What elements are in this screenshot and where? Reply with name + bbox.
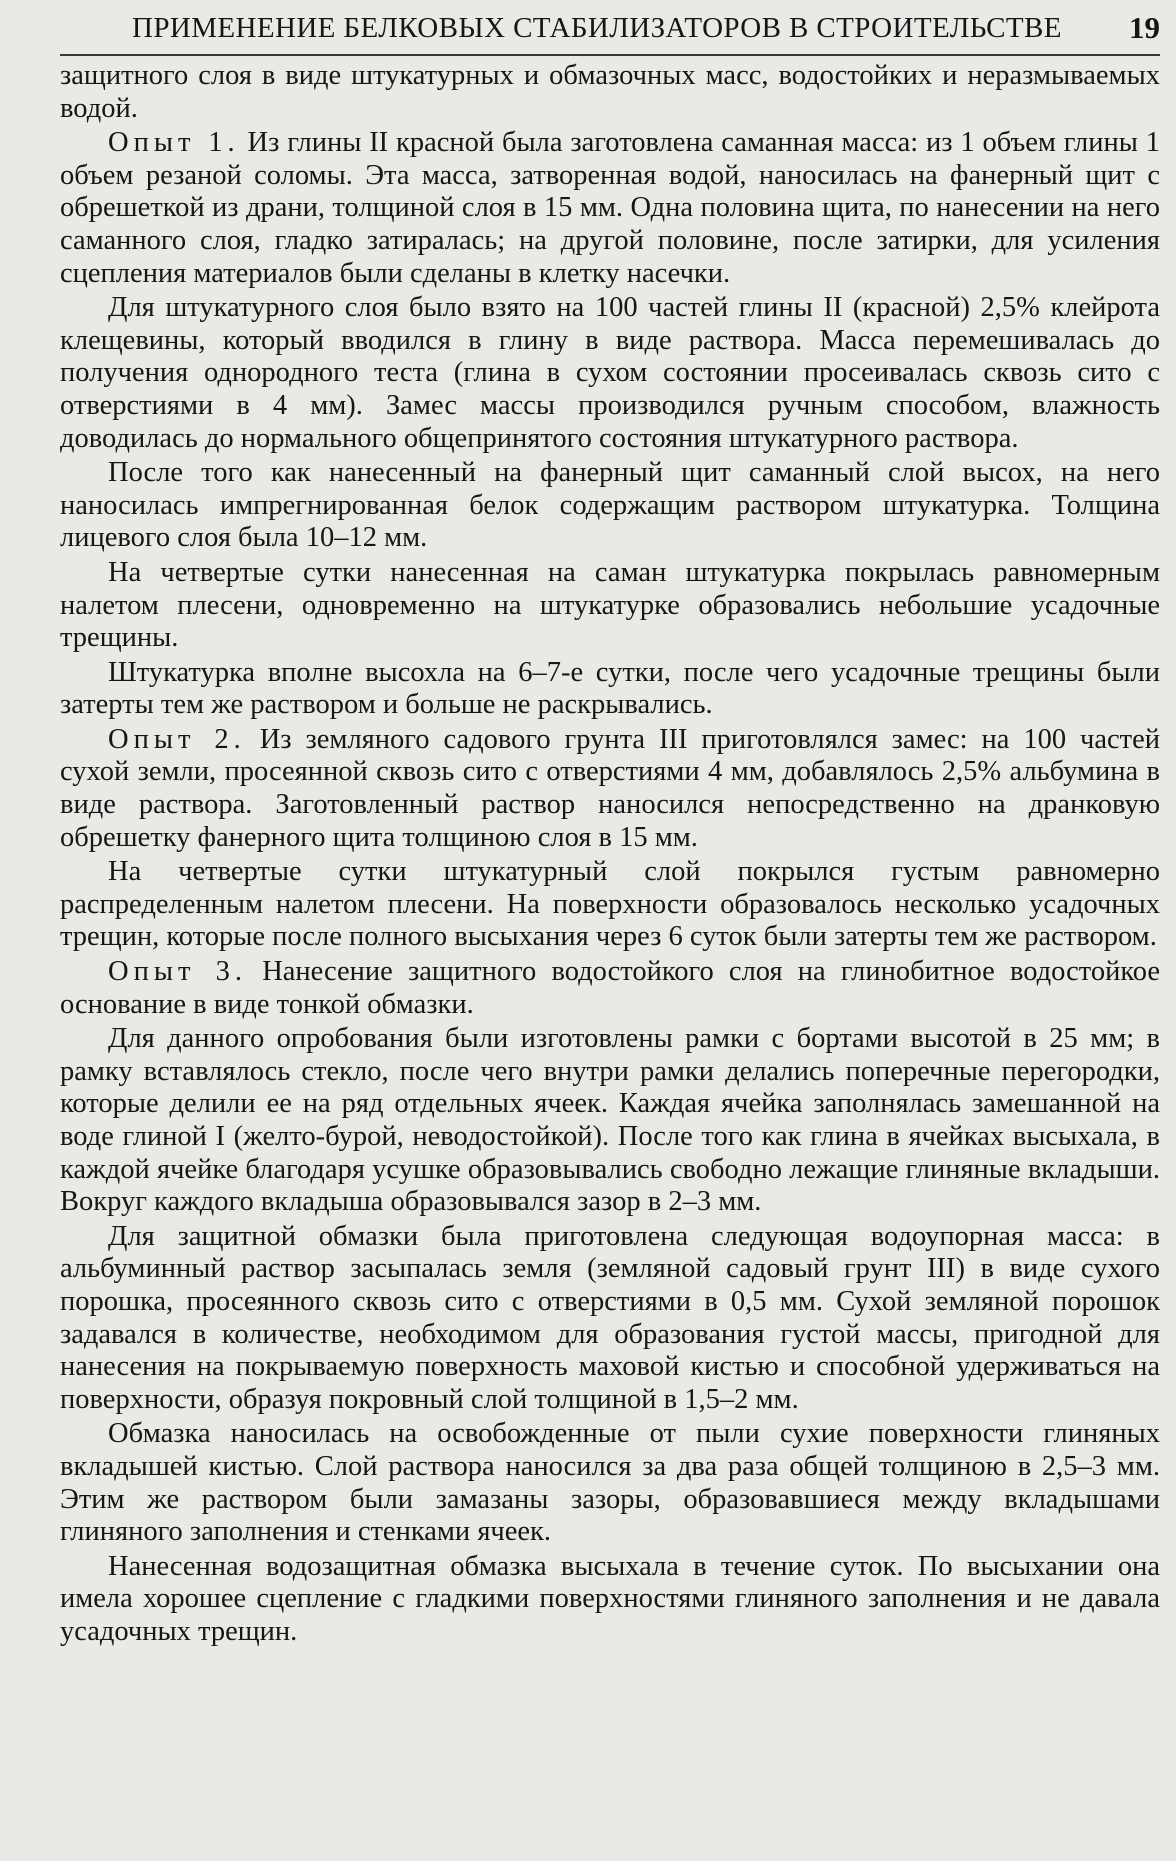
- experiment-label: Опыт 2.: [108, 723, 246, 755]
- page-header: [60, 8, 1160, 56]
- paragraph: Для штукатурного слоя было взято на 100 частей глины II (красной) 2,5% клейрота клещевины, который вводился в глину в виде раствора. Масса перемешивалась до получения однородного теста (глина в сухом состоянии просеивалась сквозь сито с отверстиями в 4 мм). Замес массы производился ручным способом, влажность доводилась до нормального общепринятого состояния штукатурного раствора.: [60, 292, 1160, 454]
- body-text: [60, 60, 1160, 1649]
- paragraph: Штукатурка вполне высохла на 6–7-е сутки, после чего усадочные трещины были затерты тем же раствором и больше не раскрывались.: [60, 656, 1160, 721]
- experiment-label: Опыт 1.: [108, 127, 240, 159]
- paragraph: Обмазка наносилась на освобожденные от пыли сухие поверхности глиняных вкладышей кистью. Слой раствора наносился за два раза общей толщиною в 2,5–3 мм. Этим же раствором были замазаны зазоры, образовавшиеся между вкладышами глиняного заполнения и стенками ячеек.: [60, 1418, 1160, 1548]
- paragraph: На четвертые сутки штукатурный слой покрылся густым равномерно распределенным налетом плесени. На поверхности образовалось несколько усадочных трещин, которые после полного высыхания через 6 суток были затерты тем же раствором.: [60, 856, 1160, 953]
- paragraph: Для данного опробования были изготовлены рамки с бортами высотой в 25 мм; в рамку вставлялось стекло, после чего внутри рамки делались поперечные перегородки, которые делили ее на ряд отдельных ячеек. Каждая ячейка заполнялась замешанной на воде глиной I (желто-бурой, неводостойкой). После того как глина в ячейках высыхала, в каждой ячейке благодаря усушке образовывались свободно лежащие глиняные вкладыши. Вокруг каждого вкладыша образовывался зазор в 2–3 мм.: [60, 1023, 1160, 1218]
- paragraph: На четвертые сутки нанесенная на саман штукатурка покрылась равномерным налетом плесени, одновременно на штукатурке образовались небольшие усадочные трещины.: [60, 556, 1160, 654]
- paragraph: После того как нанесенный на фанерный щит саманный слой высох, на него наносилась импрегнированная белок содержащим раствором штукатурка. Толщина лицевого слоя была 10–12 мм.: [60, 457, 1160, 554]
- paragraph: Нанесенная водозащитная обмазка высыхала в течение суток. По высыхании она имела хорошее сцепление с гладкими поверхностями глиняного заполнения и не давала усадочных трещин.: [60, 1550, 1160, 1647]
- running-title: ПРИМЕНЕНИЕ БЕЛКОВЫХ СТАБИЛИЗАТОРОВ В СТРОИТЕЛЬСТВЕ: [132, 12, 1062, 44]
- paragraph-experiment-2: Опыт 2. Из земляного садового грунта III приготовлялся замес: на 100 частей сухой земли, просеянной сквозь сито с отверстиями 4 мм, добавлялось 2,5% альбумина в виде раствора. Заготовленный раствор наносился непосредственно на дранковую обрешетку фанерного щита толщиною слоя в 15 мм.: [60, 723, 1161, 853]
- experiment-label: Опыт 3.: [108, 956, 247, 988]
- paragraph-experiment-3: Опыт 3. Нанесение защитного водостойкого слоя на глинобитное водостойкое основание в виде тонкой обмазки.: [60, 956, 1161, 1020]
- page-number: 19: [1129, 10, 1160, 45]
- paragraph: Для защитной обмазки была приготовлена следующая водоупорная масса: в альбуминный раствор засыпалась земля (земляной садовый грунт III) в виде сухого порошка, просеянного сквозь сито с отверстиями в 0,5 мм. Сухой земляной порошок задавался в количестве, необходимом для образования густой массы, пригодной для нанесения на покрываемую поверхность маховой кистью и способной удерживаться на поверхности, образуя покровный слой толщиной в 1,5–2 мм.: [60, 1220, 1160, 1415]
- paragraph: защитного слоя в виде штукатурных и обмазочных масс, водостойких и неразмываемых водой.: [60, 60, 1160, 124]
- document-page: [60, 0, 1160, 1861]
- paragraph-experiment-1: Опыт 1. Из глины II красной была заготовлена саманная масса: из 1 объем глины 1 объем резаной соломы. Эта масса, затворенная водой, наносилась на фанерный щит с обрешеткой из драни, толщиной слоя в 15 мм. Одна половина щита, по нанесении на него саманного слоя, гладко затиралась; на другой половине, после затирки, для усиления сцепления материалов были сделаны в клетку насечки.: [60, 127, 1161, 289]
